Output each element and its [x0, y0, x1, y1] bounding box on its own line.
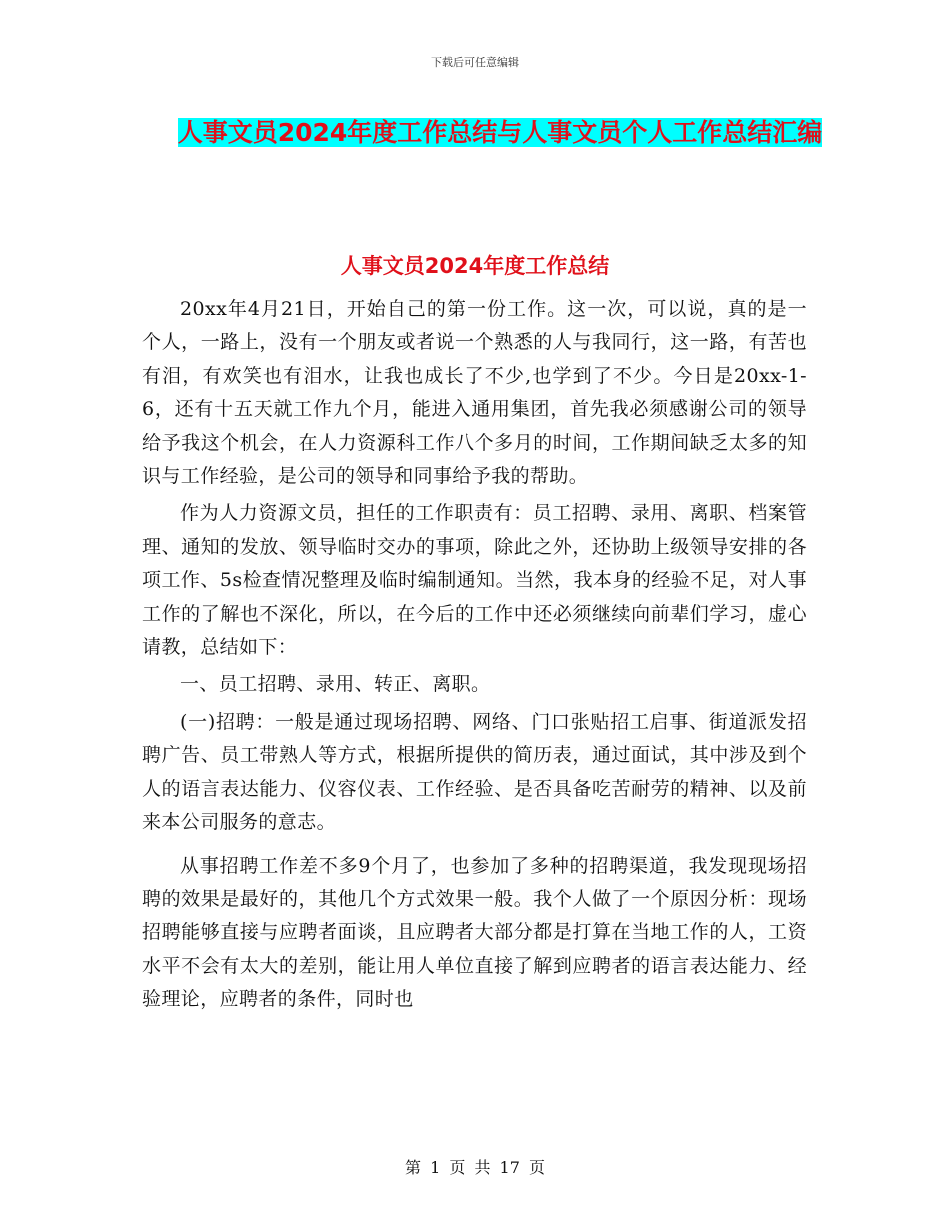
- page-footer: 第 1 页 共 17 页: [405, 1158, 545, 1177]
- body-paragraph: (一)招聘：一般是通过现场招聘、网络、门口张贴招工启事、街道派发招聘广告、员工带熟人等方式，根据所提供的简历表，通过面试，其中涉及到个人的语言表达能力、仪容仪表、工作经验、是否具备吃苦耐劳的精神、以及前来本公司服务的意志。: [142, 710, 807, 834]
- body-paragraph: 20xx年4月21日，开始自己的第一份工作。这一次，可以说，真的是一个人，一路上，没有一个朋友或者说一个熟悉的人与我同行，这一路，有苦也有泪，有欢笑也有泪水，让我也成长了不少,也学到了不少。今日是20xx-1-6，还有十五天就工作九个月，能进入通用集团，首先我必须感谢公司的领导给予我这个机会，在人力资源科工作八个多月的时间，工作期间缺乏太多的知识与工作经验，是公司的领导和同事给予我的帮助。: [142, 298, 807, 488]
- body-paragraph: 作为人力资源文员，担任的工作职责有：员工招聘、录用、离职、档案管理、通知的发放、领导临时交办的事项，除此之外，还协助上级领导安排的各项工作、5s检查情况整理及临时编制通知。当然，我本身的经验不足，对人事工作的了解也不深化，所以，在今后的工作中还必须继续向前辈们学习，虚心请教，总结如下：: [142, 502, 807, 659]
- section-title: 人事文员2024年度工作总结: [340, 254, 610, 278]
- document-title-text: 人事文员2024年度工作总结与人事文员个人工作总结汇编: [177, 118, 823, 147]
- body-paragraph: 从事招聘工作差不多9个月了，也参加了多种的招聘渠道，我发现现场招聘的效果是最好的，其他几个方式效果一般。我个人做了一个原因分析：现场招聘能够直接与应聘者面谈，且应聘者大部分都是打算在当地工作的人，工资水平不会有太大的差别，能让用人单位直接了解到应聘者的语言表达能力、经验理论，应聘者的条件，同时也: [142, 854, 807, 1011]
- document-title: [150, 112, 850, 153]
- body-paragraph: 一、员工招聘、录用、转正、离职。: [180, 673, 491, 696]
- document-body: [142, 293, 807, 1021]
- header-note: 下载后可任意编辑: [431, 56, 519, 69]
